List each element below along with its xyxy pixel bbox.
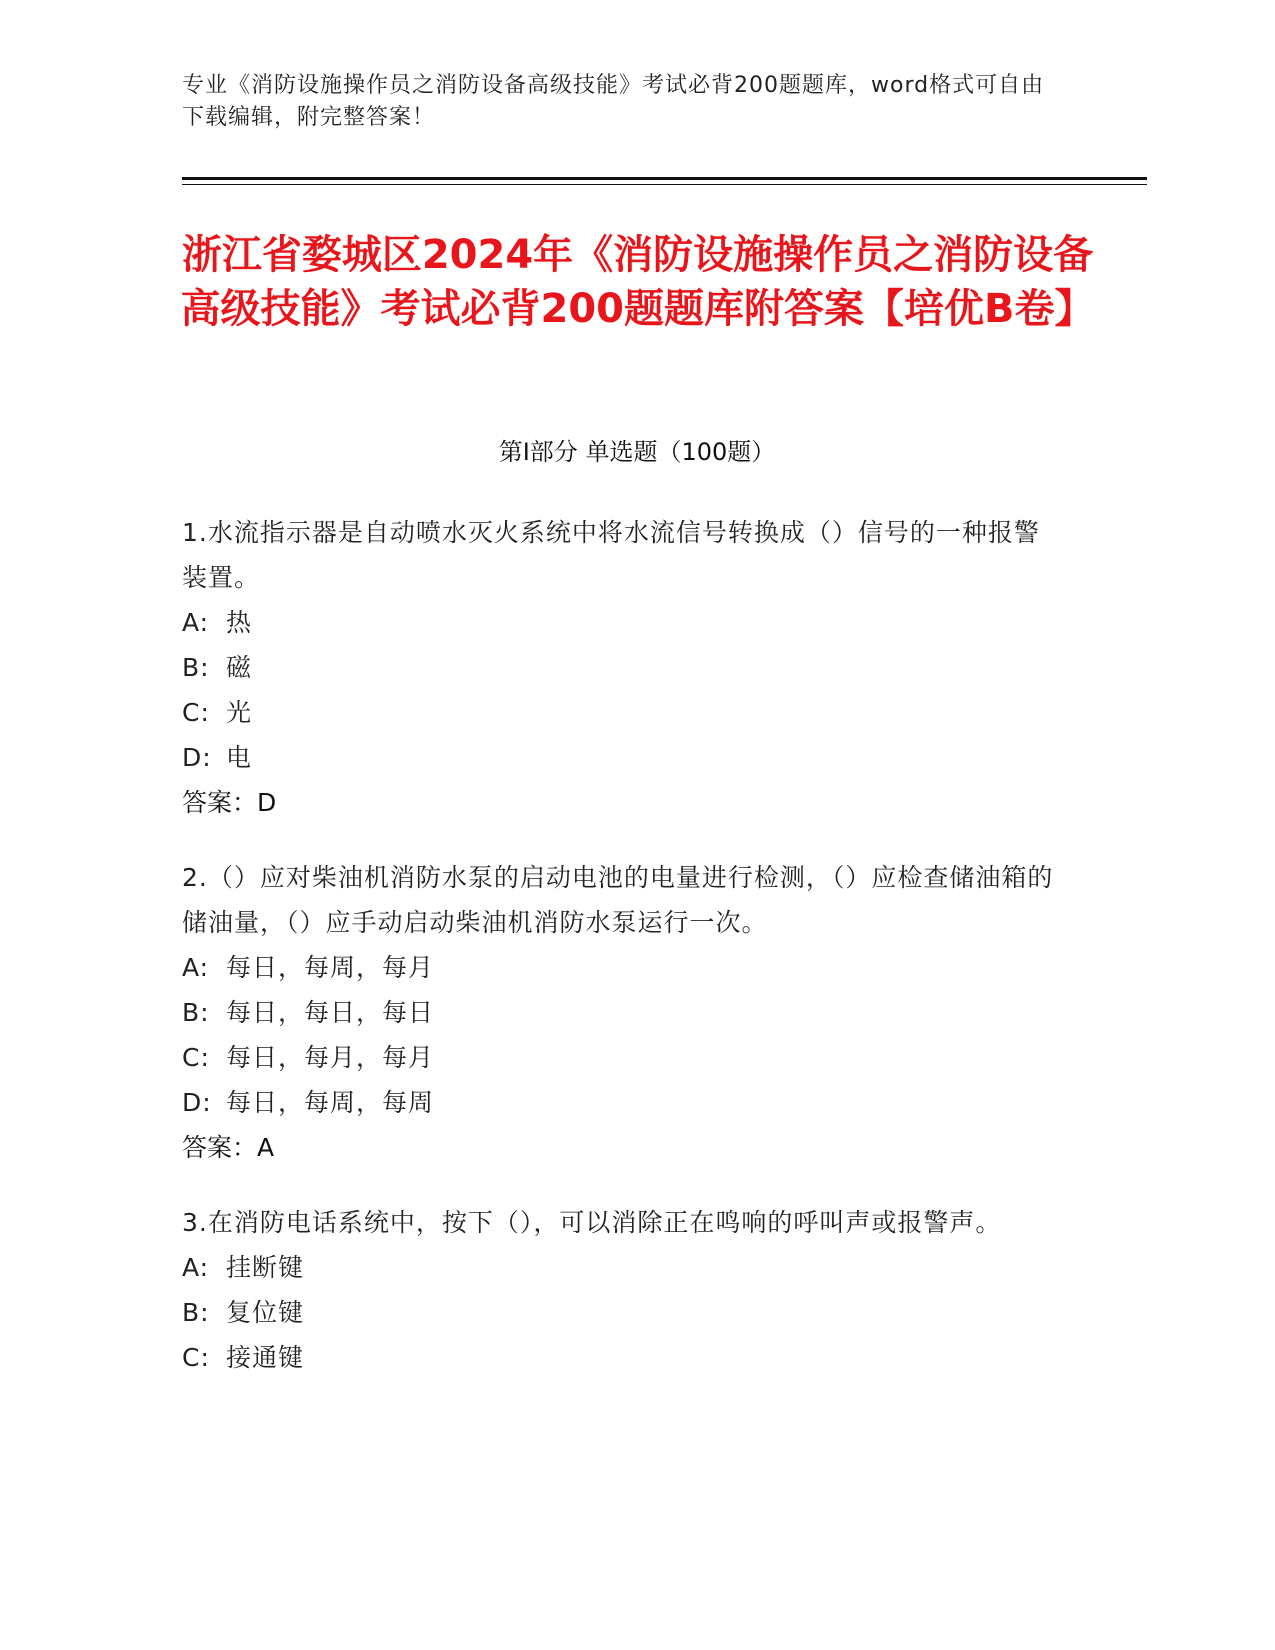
option-letter: B:	[182, 653, 210, 682]
header-note: 专业《消防设施操作员之消防设备高级技能》考试必背200题题库，word格式可自由下载编辑，附完整答案！	[182, 73, 1045, 130]
option-text: 热	[226, 608, 253, 637]
option-letter: A:	[182, 1253, 210, 1282]
option-letter: B:	[182, 1298, 210, 1327]
option-a	[182, 600, 1062, 645]
question-stem: 3.在消防电话系统中，按下（），可以消除正在鸣响的呼叫声或报警声。	[182, 1208, 1002, 1237]
question-3	[182, 1200, 1062, 1380]
option-text: 每日，每月，每月	[226, 1043, 435, 1072]
header-divider-thin	[182, 184, 1147, 185]
option-text: 每日，每周，每周	[226, 1088, 435, 1117]
question-stem: 2.（）应对柴油机消防水泵的启动电池的电量进行检测，（）应检查储油箱的储油量，（）应手动启动柴油机消防水泵运行一次。	[182, 863, 1054, 937]
option-b	[182, 645, 1062, 690]
option-letter: A:	[182, 608, 210, 637]
option-c	[182, 690, 1062, 735]
option-letter: D:	[182, 743, 212, 772]
option-text: 接通键	[226, 1343, 305, 1372]
option-letter: C:	[182, 1343, 210, 1372]
option-letter: C:	[182, 1043, 210, 1072]
option-d	[182, 735, 1062, 780]
option-c	[182, 1035, 1062, 1080]
option-a	[182, 1245, 1062, 1290]
section-heading: 第I部分 单选题（100题）	[498, 438, 776, 466]
option-letter: A:	[182, 953, 210, 982]
document-title: 浙江省婺城区2024年《消防设施操作员之消防设备高级技能》考试必背200题题库附答案【培优B卷】	[180, 232, 1095, 332]
option-text: 磁	[226, 653, 253, 682]
question-1	[182, 510, 1062, 825]
option-text: 每日，每周，每月	[226, 953, 435, 982]
answer: 答案：D	[182, 788, 277, 817]
option-letter: B:	[182, 998, 210, 1027]
option-letter: D:	[182, 1088, 212, 1117]
option-text: 电	[226, 743, 253, 772]
option-a	[182, 945, 1062, 990]
question-stem: 1.水流指示器是自动喷水灭火系统中将水流信号转换成（）信号的一种报警装置。	[182, 518, 1040, 592]
option-b	[182, 1290, 1062, 1335]
option-text: 挂断键	[226, 1253, 305, 1282]
option-b	[182, 990, 1062, 1035]
option-text: 复位键	[226, 1298, 305, 1327]
header-divider-thick	[182, 177, 1147, 180]
option-d	[182, 1080, 1062, 1125]
option-text: 光	[226, 698, 253, 727]
option-letter: C:	[182, 698, 210, 727]
question-2	[182, 855, 1062, 1170]
option-c	[182, 1335, 1062, 1380]
answer: 答案：A	[182, 1133, 275, 1162]
option-text: 每日，每日，每日	[226, 998, 435, 1027]
